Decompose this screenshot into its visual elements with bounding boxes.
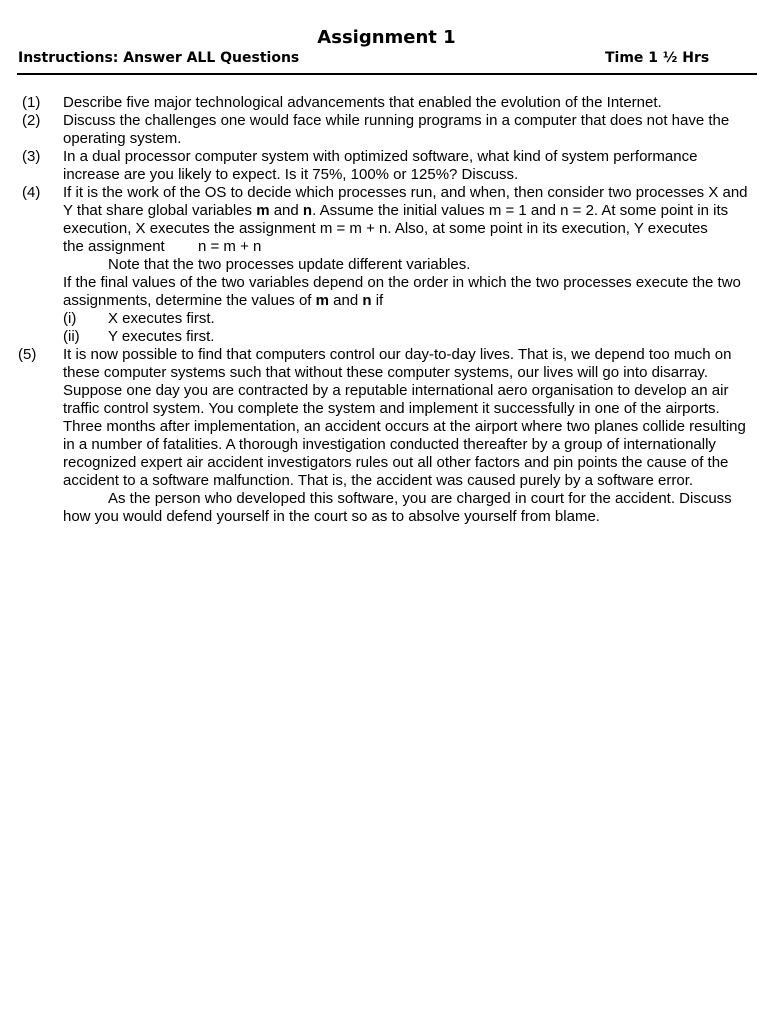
variable-n-bold: n — [362, 292, 372, 309]
question-1-number: (1) — [22, 94, 41, 111]
question-4-line-2-and: and — [269, 202, 303, 219]
question-4-line-7-start: assignments, determine the values of — [63, 292, 316, 309]
question-4-line-2-end: . Assume the initial values m = 1 and n = 2. At some point in its — [312, 202, 729, 219]
question-5-line: traffic control system. You complete the system and implement it successfully in one of the airports. — [63, 400, 720, 417]
question-5-line: accident to a software malfunction. That is, the accident was caused purely by a software error. — [63, 472, 694, 489]
header-divider — [17, 73, 757, 75]
subitem-i-text: X executes first. — [108, 310, 215, 327]
question-4-line-7-end: if — [371, 292, 384, 309]
subitem-ii-text: Y executes first. — [108, 328, 215, 345]
question-4-note: Note that the two processes update different variables. — [108, 256, 471, 273]
question-4-line-2-start: Y that share global variables — [63, 202, 257, 219]
instructions-label: Instructions: Answer ALL Questions — [18, 50, 300, 66]
variable-n: n — [302, 202, 313, 219]
subitem-i-label: (i) — [63, 310, 77, 327]
question-3-line-1: In a dual processor computer system with optimized software, what kind of system performance — [63, 148, 698, 165]
question-4-line-3: execution, X executes the assignment m = m + n. Also, at some point in its execution, Y executes — [63, 220, 708, 237]
question-4-line-6: If the final values of the two variables depend on the order in which the two processes execute the two — [63, 274, 741, 291]
question-4-line-7 — [63, 292, 383, 310]
question-5-line: these computer systems such that without these computer systems, our lives will go into disarray. — [63, 364, 708, 381]
question-4-line-7-and: and — [328, 292, 363, 309]
question-4-number: (4) — [22, 184, 41, 201]
question-2-number: (2) — [22, 112, 41, 129]
question-2-line-1: Discuss the challenges one would face while running programs in a computer that does not have the — [63, 112, 730, 129]
question-5-line: in a number of fatalities. A thorough investigation conducted thereafter by a group of internationally — [63, 436, 716, 453]
question-5-line: It is now possible to find that computers control our day-to-day lives. That is, we depend too much on — [63, 346, 732, 363]
question-3-line-2: increase are you likely to expect. Is it 75%, 100% or 125%? Discuss. — [63, 166, 519, 183]
question-5-line: recognized expert air accident investigators rules out all other factors and pin points the cause of the — [63, 454, 729, 471]
time-label: Time 1 ½ Hrs — [605, 50, 710, 66]
question-1-text: Describe five major technological advancements that enabled the evolution of the Internet. — [63, 94, 662, 111]
question-4-line-4-start: the assignment — [63, 238, 165, 255]
variable-m: m — [256, 202, 270, 219]
question-5-line: As the person who developed this software, you are charged in court for the accident. Discuss — [108, 490, 732, 507]
subitem-ii-label: (ii) — [63, 328, 80, 345]
question-3-number: (3) — [22, 148, 41, 165]
question-5-line: Three months after implementation, an accident occurs at the airport where two planes collide resulting — [63, 418, 746, 435]
variable-m-bold: m — [315, 292, 329, 309]
question-4-line-2 — [63, 202, 728, 220]
question-4-line-1: If it is the work of the OS to decide which processes run, and when, then consider two processes X and — [63, 184, 748, 201]
question-2-line-2: operating system. — [63, 130, 182, 147]
page-title: Assignment 1 — [317, 27, 456, 48]
question-5-line: how you would defend yourself in the court so as to absolve yourself from blame. — [63, 508, 600, 525]
question-5-line: Suppose one day you are contracted by a reputable international aero organisation to develop an air — [63, 382, 729, 399]
question-5-number: (5) — [18, 346, 37, 363]
question-4-assignment-y: n = m + n — [198, 238, 262, 255]
